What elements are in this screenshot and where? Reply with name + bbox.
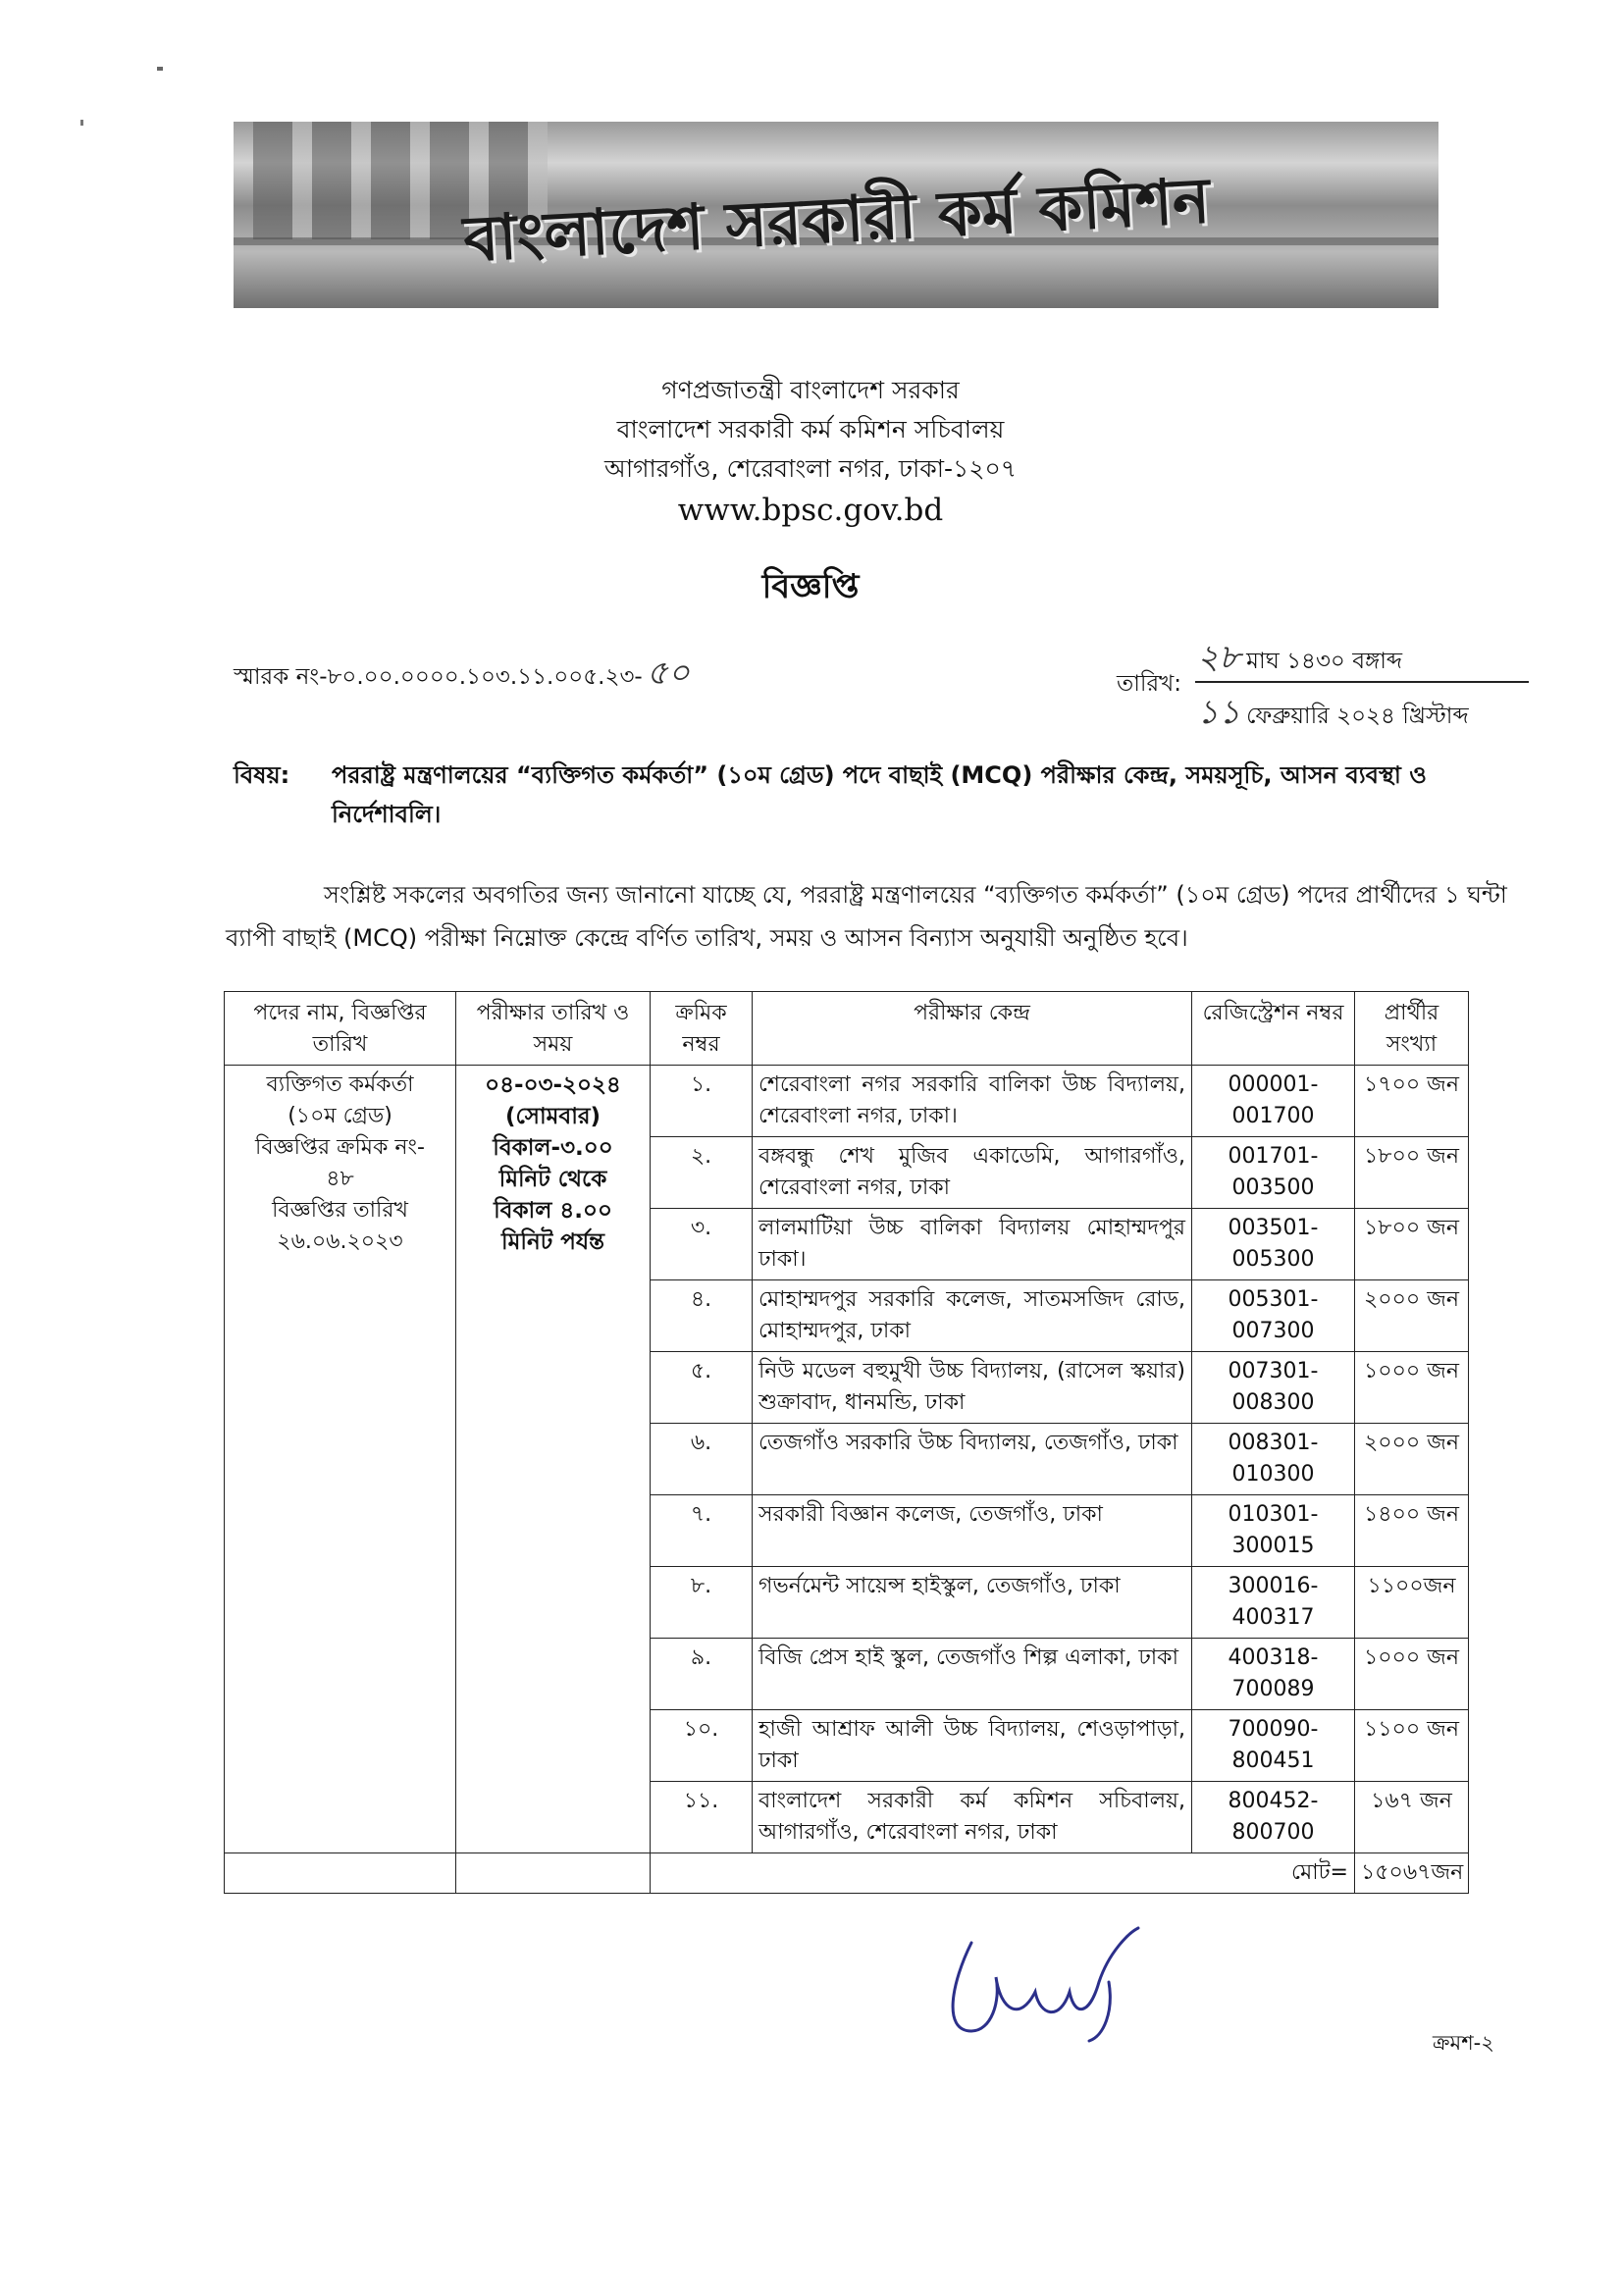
reg-from: 008301-: [1228, 1431, 1319, 1455]
row-serial: ৪.: [651, 1280, 753, 1352]
reg-to: 008300: [1231, 1390, 1315, 1415]
banner-title: বাংলাদেশ সরকারী কর্ম কমিশন: [461, 163, 1212, 277]
row-count: ১০০০ জন: [1355, 1639, 1469, 1710]
row-center: শেরেবাংলা নগর সরকারি বালিকা উচ্চ বিদ্যালয়, শেরেবাংলা নগর, ঢাকা।: [753, 1066, 1192, 1137]
row-registration: [1192, 1066, 1355, 1137]
header-count: প্রার্থীর সংখ্যা: [1355, 992, 1469, 1066]
row-center: তেজগাঁও সরকারি উচ্চ বিদ্যালয়, তেজগাঁও, ঢাকা: [753, 1424, 1192, 1495]
reg-to: 800451: [1231, 1748, 1315, 1773]
row-count: ১১০০ জন: [1355, 1710, 1469, 1782]
exam-start-suffix: মিনিট থেকে: [498, 1167, 607, 1192]
row-count: ১৪০০ জন: [1355, 1495, 1469, 1567]
continued-marker: ক্রমশ-২: [1433, 2031, 1494, 2055]
reg-from: 800452-: [1228, 1789, 1319, 1813]
row-count: ১০০০ জন: [1355, 1352, 1469, 1424]
row-serial: ৯.: [651, 1639, 753, 1710]
reg-from: 700090-: [1228, 1717, 1319, 1742]
row-center: হাজী আশ্রাফ আলী উচ্চ বিদ্যালয়, শেওড়াপাড়া, ঢাকা: [753, 1710, 1192, 1782]
scan-speck: [157, 67, 163, 71]
reg-to: 300015: [1231, 1534, 1315, 1558]
row-registration: [1192, 1352, 1355, 1424]
row-registration: [1192, 1137, 1355, 1209]
exam-day: (সোমবার): [504, 1104, 601, 1129]
row-registration: [1192, 1782, 1355, 1853]
row-center: মোহাম্মদপুর সরকারি কলেজ, সাতমসজিদ রোড, মোহাম্মদপুর, ঢাকা: [753, 1280, 1192, 1352]
row-serial: ৭.: [651, 1495, 753, 1567]
subject-label: বিষয়:: [234, 761, 290, 789]
scan-speck: [80, 120, 83, 126]
date-bangla-rest: মাঘ ১৪৩০ বঙ্গাব্দ: [1246, 649, 1403, 674]
row-registration: [1192, 1710, 1355, 1782]
reg-to: 003500: [1231, 1175, 1315, 1200]
row-registration: [1192, 1639, 1355, 1710]
header-post: পদের নাম, বিজ্ঞপ্তির তারিখ: [225, 992, 456, 1066]
row-serial: ৬.: [651, 1424, 753, 1495]
exam-end-suffix: মিনিট পর্যন্ত: [501, 1229, 604, 1255]
row-registration: [1192, 1567, 1355, 1639]
row-count: ১৭০০ জন: [1355, 1066, 1469, 1137]
letterhead: [0, 371, 1621, 530]
circular-date-label: বিজ্ঞপ্তির তারিখ: [272, 1198, 408, 1223]
letterhead-line-govt: গণপ্রজাতন্ত্রী বাংলাদেশ সরকার: [661, 376, 960, 404]
reg-from: 007301-: [1228, 1359, 1319, 1383]
row-serial: ৮.: [651, 1567, 753, 1639]
subject-text: পররাষ্ট্র মন্ত্রণালয়ের “ব্যক্তিগত কর্মকর্তা” (১০ম গ্রেড) পদে বাছাই (MCQ) পরীক্ষার কেন্দ্র, সময়সূচি, আসন ব্যবস্থা ও নির্দেশাবলি।: [332, 761, 1427, 828]
row-serial: ৫.: [651, 1352, 753, 1424]
exam-end: বিকাল ৪.০০: [494, 1198, 612, 1224]
table-total-row: [225, 1853, 1469, 1894]
table-row: [225, 1066, 1469, 1137]
row-count: ১৮০০ জন: [1355, 1209, 1469, 1280]
row-center: বাংলাদেশ সরকারী কর্ম কমিশন সচিবালয়, আগারগাঁও, শেরেবাংলা নগর, ঢাকা: [753, 1782, 1192, 1853]
date-bangla: [1197, 632, 1521, 688]
row-center: বিজি প্রেস হাই স্কুল, তেজগাঁও শিল্প এলাকা, ঢাকা: [753, 1639, 1192, 1710]
row-serial: ২.: [651, 1137, 753, 1209]
total-label: মোট=: [651, 1853, 1355, 1894]
circular-date: ২৬.০৬.২০২৩: [277, 1229, 403, 1254]
circular-no-label: বিজ্ঞপ্তির ক্রমিক নং-: [255, 1135, 425, 1160]
post-name: ব্যক্তিগত কর্মকর্তা: [266, 1072, 414, 1097]
reg-to: 700089: [1231, 1677, 1315, 1701]
letterhead-line-secretariat: বাংলাদেশ সরকারী কর্ম কমিশন সচিবালয়: [616, 415, 1005, 444]
post-grade: (১০ম গ্রেড): [288, 1104, 392, 1128]
signature: [942, 1923, 1158, 2051]
date-divider: [1195, 681, 1529, 683]
subject: [234, 756, 1519, 834]
reg-from: 000001-: [1228, 1072, 1319, 1097]
body-paragraph: সংশ্লিষ্ট সকলের অবগতির জন্য জানানো যাচ্ছে যে, পররাষ্ট্র মন্ত্রণালয়ের “ব্যক্তিগত কর্মকর্তা” (১০ম গ্রেড) পদের প্রার্থীদের ১ ঘন্টা ব্যাপী বাছাই (MCQ) পরীক্ষা নিম্নোক্ত কেন্দ্রে বর্ণিত তারিখ, সময় ও আসন বিন্যাস অনুযায়ী অনুষ্ঠিত হবে।: [226, 881, 1507, 952]
header-center: পরীক্ষার কেন্দ্র: [753, 992, 1192, 1066]
reg-to: 400317: [1231, 1605, 1315, 1630]
header-registration: রেজিস্ট্রেশন নম্বর: [1192, 992, 1355, 1066]
date-bangla-day: ২৮: [1197, 638, 1241, 677]
row-registration: [1192, 1280, 1355, 1352]
row-serial: ১.: [651, 1066, 753, 1137]
row-count: ১৮০০ জন: [1355, 1137, 1469, 1209]
row-center: নিউ মডেল বহুমুখী উচ্চ বিদ্যালয়, (রাসেল স্কয়ার) শুক্রাবাদ, ধানমন্ডি, ঢাকা: [753, 1352, 1192, 1424]
letterhead-line-address: আগারগাঁও, শেরেবাংলা নগর, ঢাকা-১২০৭: [603, 454, 1018, 483]
table-header-row: [225, 992, 1469, 1066]
exam-center-table: [224, 991, 1469, 1894]
reg-to: 010300: [1231, 1462, 1315, 1487]
row-serial: ১১.: [651, 1782, 753, 1853]
row-center: সরকারী বিজ্ঞান কলেজ, তেজগাঁও, ঢাকা: [753, 1495, 1192, 1567]
reg-from: 005301-: [1228, 1287, 1319, 1312]
row-serial: ১০.: [651, 1710, 753, 1782]
letterhead-website: www.bpsc.gov.bd: [677, 493, 944, 528]
header-banner: [234, 122, 1438, 308]
reg-from: 003501-: [1228, 1216, 1319, 1240]
row-count: ১১০০জন: [1355, 1567, 1469, 1639]
row-center: গভর্নমেন্ট সায়েন্স হাইস্কুল, তেজগাঁও, ঢাকা: [753, 1567, 1192, 1639]
row-center: লালমাটিয়া উচ্চ বালিকা বিদ্যালয় মোহাম্মদপুর ঢাকা।: [753, 1209, 1192, 1280]
exam-date: ০৪-০৩-২০২৪: [485, 1072, 621, 1098]
date-english: [1197, 687, 1521, 743]
reg-from: 400318-: [1228, 1645, 1319, 1670]
memo-prefix: স্মারক নং-৮০.০০.০০০০.১০৩.১১.০০৫.২৩-: [234, 664, 643, 690]
row-count: ২০০০ জন: [1355, 1280, 1469, 1352]
exam-start: বিকাল-৩.০০: [493, 1135, 613, 1161]
row-registration: [1192, 1209, 1355, 1280]
row-registration: [1192, 1424, 1355, 1495]
reg-from: 300016-: [1228, 1574, 1319, 1598]
total-blank-time: [456, 1853, 651, 1894]
total-value: ১৫০৬৭জন: [1355, 1853, 1469, 1894]
row-center: বঙ্গবন্ধু শেখ মুজিব একাডেমি, আগারগাঁও, শেরেবাংলা নগর, ঢাকা: [753, 1137, 1192, 1209]
header-serial: ক্রমিক নম্বর: [651, 992, 753, 1066]
date-label: তারিখ:: [1117, 671, 1182, 697]
circular-no: ৪৮: [326, 1167, 354, 1191]
notice-title: বিজ্ঞপ্তি: [761, 567, 860, 606]
row-count: ১৬৭ জন: [1355, 1782, 1469, 1853]
date-english-day: ১১: [1197, 693, 1241, 732]
reg-from: 010301-: [1228, 1502, 1319, 1527]
row-serial: ৩.: [651, 1209, 753, 1280]
date-english-rest: ফেব্রুয়ারি ২০২৪ খ্রিস্টাব্দ: [1246, 704, 1469, 729]
post-info-cell: [225, 1066, 456, 1853]
row-registration: [1192, 1495, 1355, 1567]
exam-time-cell: [456, 1066, 651, 1853]
memo-handwritten-number: ৫০: [646, 653, 690, 693]
reg-to: 007300: [1231, 1319, 1315, 1343]
header-time: পরীক্ষার তারিখ ও সময়: [456, 992, 651, 1066]
row-count: ২০০০ জন: [1355, 1424, 1469, 1495]
reg-to: 800700: [1231, 1820, 1315, 1845]
reg-to: 001700: [1231, 1104, 1315, 1128]
memo-number: [234, 648, 690, 704]
total-blank-post: [225, 1853, 456, 1894]
reg-from: 001701-: [1228, 1144, 1319, 1169]
reg-to: 005300: [1231, 1247, 1315, 1272]
